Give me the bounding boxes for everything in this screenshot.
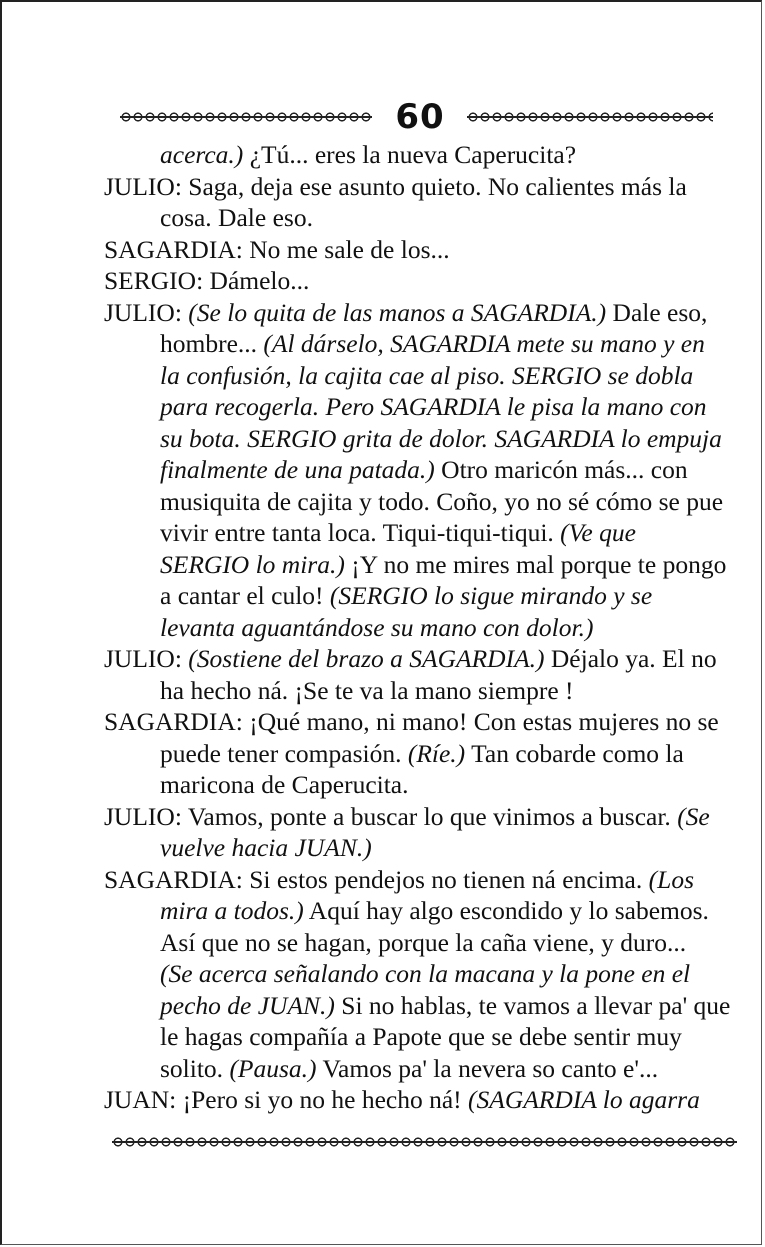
chain-ornament-left bbox=[120, 111, 372, 123]
stage-direction: su bota. SERGIO grita de dolor. SAGARDIA lo empuja bbox=[160, 423, 722, 453]
chain-ornament-right bbox=[467, 111, 713, 123]
dialogue-text: SAGARDIA: No me sale de los... bbox=[104, 234, 450, 264]
stage-direction: finalmente de una patada.) bbox=[160, 455, 435, 484]
text-line bbox=[104, 958, 732, 990]
dialogue-text: Aquí hay algo escondido y lo sabemos. bbox=[303, 896, 709, 925]
dialogue-text: cosa. Dale eso. bbox=[160, 203, 313, 232]
dialogue-text: a cantar el culo! bbox=[160, 581, 330, 610]
text-line bbox=[104, 1053, 732, 1085]
text-line bbox=[104, 328, 732, 360]
text-line bbox=[104, 675, 732, 707]
dialogue-text: vivir entre tanta loca. Tiqui-tiqui-tiqui. bbox=[160, 518, 561, 547]
text-line bbox=[104, 202, 732, 234]
dialogue-text: JULIO: bbox=[104, 297, 189, 327]
dialogue-text: solito. bbox=[160, 1053, 230, 1083]
text-line bbox=[104, 580, 732, 612]
stage-direction: la confusión, la cajita cae al piso. SERGIO se dobla bbox=[160, 360, 694, 390]
text-line bbox=[104, 895, 732, 927]
text-line bbox=[104, 864, 732, 896]
stage-direction: pecho de JUAN.) bbox=[160, 990, 335, 1020]
stage-direction: acerca.) bbox=[160, 140, 244, 169]
text-line bbox=[104, 549, 732, 581]
chain-ornament-bottom bbox=[112, 1136, 737, 1148]
text-line bbox=[104, 171, 732, 203]
dialogue-text: JULIO: Saga, deja ese asunto quieto. No calientes más la bbox=[104, 171, 687, 201]
text-line bbox=[104, 927, 732, 959]
stage-direction: mira a todos.) bbox=[160, 896, 304, 925]
text-line bbox=[104, 738, 732, 770]
dialogue-text: le hagas compañía a Papote que se debe sentir muy bbox=[160, 1022, 682, 1051]
stage-direction: para recogerla. Pero SAGARDIA le pisa la mano con bbox=[160, 392, 707, 421]
dialogue-text: JULIO: bbox=[104, 644, 189, 673]
dialogue-text: SERGIO: Dámelo... bbox=[104, 266, 310, 295]
dialogue-text: Tan cobarde como la bbox=[465, 738, 684, 768]
dialogue-text: Déjalo ya. El no bbox=[544, 644, 717, 673]
text-line bbox=[104, 801, 732, 833]
dialogue-text: ¿Tú... eres la nueva Caperucita? bbox=[243, 140, 577, 169]
text-line bbox=[104, 832, 732, 864]
stage-direction: (Ve que bbox=[560, 518, 636, 547]
text-line bbox=[104, 612, 732, 644]
text-line bbox=[104, 769, 732, 801]
stage-direction: (Ríe.) bbox=[407, 738, 466, 768]
page-number: 60 bbox=[395, 97, 445, 137]
dialogue-text: ¡Y no me mires mal porque te pongo bbox=[344, 549, 727, 579]
stage-direction: (SERGIO lo sigue mirando y se bbox=[329, 581, 653, 610]
script-text bbox=[104, 139, 732, 1116]
stage-direction: (Los bbox=[648, 864, 694, 894]
stage-direction: (Se lo quita de las manos a SAGARDIA.) bbox=[188, 297, 607, 327]
dialogue-text: puede tener compasión. bbox=[160, 738, 408, 768]
dialogue-text: Otro maricón más... con bbox=[434, 455, 688, 484]
text-line bbox=[104, 454, 732, 486]
stage-direction: SERGIO lo mira.) bbox=[160, 549, 345, 579]
dialogue-text: JULIO: Vamos, ponte a buscar lo que vinimos a buscar. bbox=[104, 801, 678, 831]
text-line bbox=[104, 234, 732, 266]
text-line bbox=[104, 360, 732, 392]
dialogue-text: musiquita de cajita y todo. Coño, yo no sé cómo se pue bbox=[160, 486, 724, 516]
text-line bbox=[104, 486, 732, 518]
text-line bbox=[104, 990, 732, 1022]
dialogue-text: hombre... bbox=[160, 329, 264, 358]
text-line bbox=[104, 423, 732, 455]
dialogue-text: Dale eso, bbox=[606, 297, 708, 327]
stage-direction: (Al dárselo, SAGARDIA mete su mano y en bbox=[263, 329, 705, 358]
dialogue-text: Así que no se hagan, porque la caña viene, y duro... bbox=[160, 927, 687, 957]
text-line bbox=[104, 391, 732, 423]
stage-direction: levanta aguantándose su mano con dolor.) bbox=[160, 612, 594, 642]
text-line bbox=[104, 517, 732, 549]
text-line bbox=[104, 643, 732, 675]
text-line bbox=[104, 1021, 732, 1053]
text-line bbox=[104, 297, 732, 329]
text-line bbox=[104, 139, 732, 171]
text-line bbox=[104, 706, 732, 738]
stage-direction: (SAGARDIA lo agarra bbox=[468, 1085, 700, 1114]
stage-direction: (Se bbox=[677, 801, 710, 831]
dialogue-text: maricona de Caperucita. bbox=[160, 770, 409, 799]
dialogue-text: Vamos pa' la nevera so canto e'... bbox=[316, 1053, 659, 1083]
stage-direction: (Se acerca señalando con la macana y la pone en el bbox=[160, 959, 691, 988]
dialogue-text: SAGARDIA: Si estos pendejos no tienen ná encima. bbox=[104, 864, 649, 894]
dialogue-text: Si no hablas, te vamos a llevar pa' que bbox=[334, 990, 731, 1020]
stage-direction: (Sostiene del brazo a SAGARDIA.) bbox=[188, 644, 545, 673]
stage-direction: (Pausa.) bbox=[229, 1053, 317, 1083]
stage-direction: vuelve hacia JUAN.) bbox=[160, 833, 372, 862]
dialogue-text: SAGARDIA: ¡Qué mano, ni mano! Con estas mujeres no se bbox=[104, 707, 719, 736]
dialogue-text: JUAN: ¡Pero si yo no he hecho ná! bbox=[104, 1085, 469, 1114]
text-line bbox=[104, 265, 732, 297]
text-line bbox=[104, 1084, 732, 1116]
dialogue-text: ha hecho ná. ¡Se te va la mano siempre ! bbox=[160, 675, 574, 705]
